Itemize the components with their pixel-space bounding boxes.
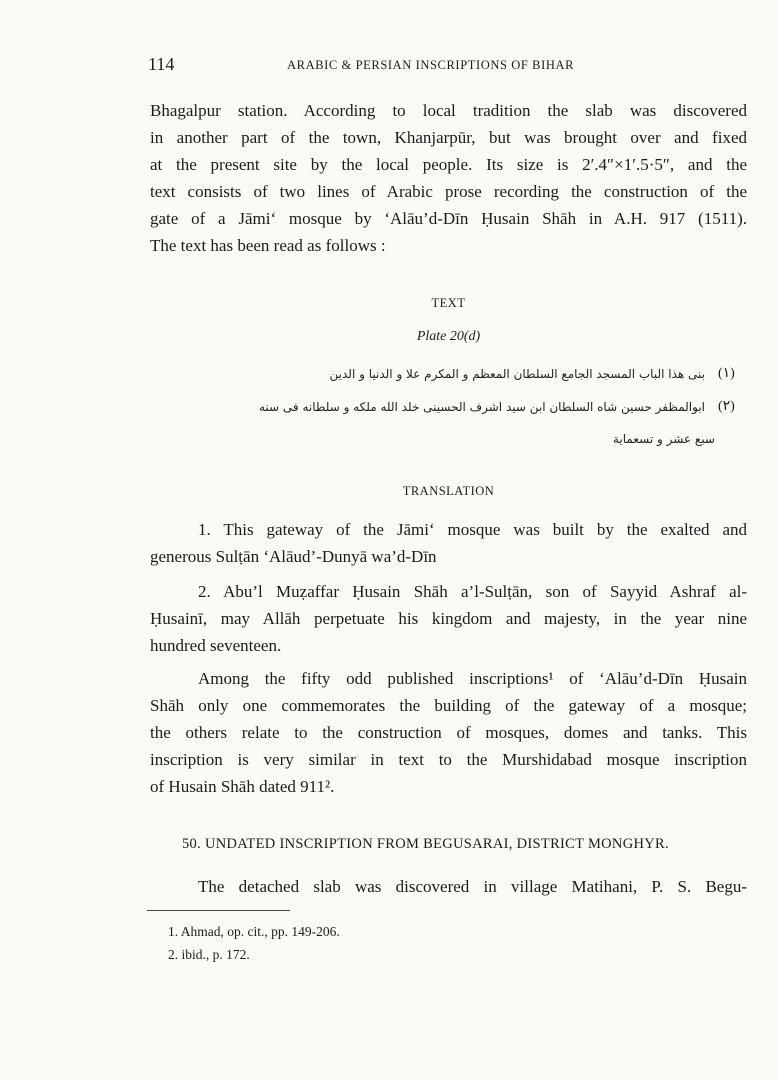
arabic-line-number-2: (۲) [718, 399, 735, 414]
page-number: 114 [148, 54, 175, 74]
translation-line: Ḥusainī, may Allāh perpetuate his kingdom and majesty, in the year nine [150, 609, 747, 628]
section-paragraph [150, 873, 747, 900]
intro-line: text consists of two lines of Arabic prose recording the construction of the [150, 182, 747, 201]
intro-line: Bhagalpur station. According to local tradition the slab was discovered [150, 101, 747, 120]
section-line: The detached slab was discovered in village Matihani, P. S. Begu- [198, 877, 747, 896]
running-head: ARABIC & PERSIAN INSCRIPTIONS OF BIHAR [287, 58, 575, 72]
footnote-1: 1. Ahmad, op. cit., pp. 149-206. [168, 924, 340, 939]
translation-item-2 [150, 578, 747, 659]
text-heading: TEXT [431, 296, 466, 310]
intro-line: gate of a Jāmi‘ mosque by ‘Alāu’d-Dīn Ḥusain Shāh in A.H. 917 (1511). [150, 209, 747, 228]
arabic-line-1: بنی هذا الباب المسجد الجامع السلطان المعظم و المکرم علا و الدنيا و الدين [329, 367, 705, 381]
intro-line: in another part of the town, Khanjarpūr, but was brought over and fixed [150, 128, 747, 147]
translation-line: generous Sulṭān ‘Alāud’-Dunyā wa’d-Dīn [150, 547, 437, 566]
intro-line: The text has been read as follows : [150, 236, 386, 255]
translation-heading: TRANSLATION [402, 484, 495, 498]
body-line: the others relate to the construction of mosques, domes and tanks. This [150, 723, 747, 742]
arabic-line-3: سبع عشر و تسعماية [613, 432, 715, 446]
plate-caption: Plate 20(d) [416, 329, 481, 344]
footnote-rule [147, 910, 290, 911]
section-title: 50. UNDATED INSCRIPTION FROM BEGUSARAI, DISTRICT MONGHYR. [182, 836, 669, 852]
body-line: Among the fifty odd published inscriptions¹ of ‘Alāu’d-Dīn Ḥusain [198, 669, 747, 688]
arabic-line-2: ابوالمظفر حسين شاه السلطان ابن سيد اشرف الحسينی خلد الله ملکه و سلطانه فی سنه [258, 400, 705, 414]
translation-line: hundred seventeen. [150, 636, 282, 655]
translation-line: 1. This gateway of the Jāmi‘ mosque was built by the exalted and [198, 520, 747, 539]
footnote-2: 2. ibid., p. 172. [168, 947, 250, 962]
intro-line: at the present site by the local people. Its size is 2′.4″×1′.5·5″, and the [150, 155, 747, 174]
arabic-line-number-1: (۱) [718, 366, 735, 381]
translation-line: 2. Abu’l Muẓaffar Ḥusain Shāh a’l-Sulṭān, son of Sayyid Ashraf al- [198, 582, 747, 601]
body-line: inscription is very similar in text to the Murshidabad mosque inscription [150, 750, 747, 769]
body-line: of Husain Shāh dated 911². [150, 777, 335, 796]
body-paragraph [150, 665, 747, 800]
body-line: Shāh only one commemorates the building of the gateway of a mosque; [150, 696, 747, 715]
intro-paragraph [150, 97, 747, 259]
translation-item-1 [150, 516, 747, 570]
